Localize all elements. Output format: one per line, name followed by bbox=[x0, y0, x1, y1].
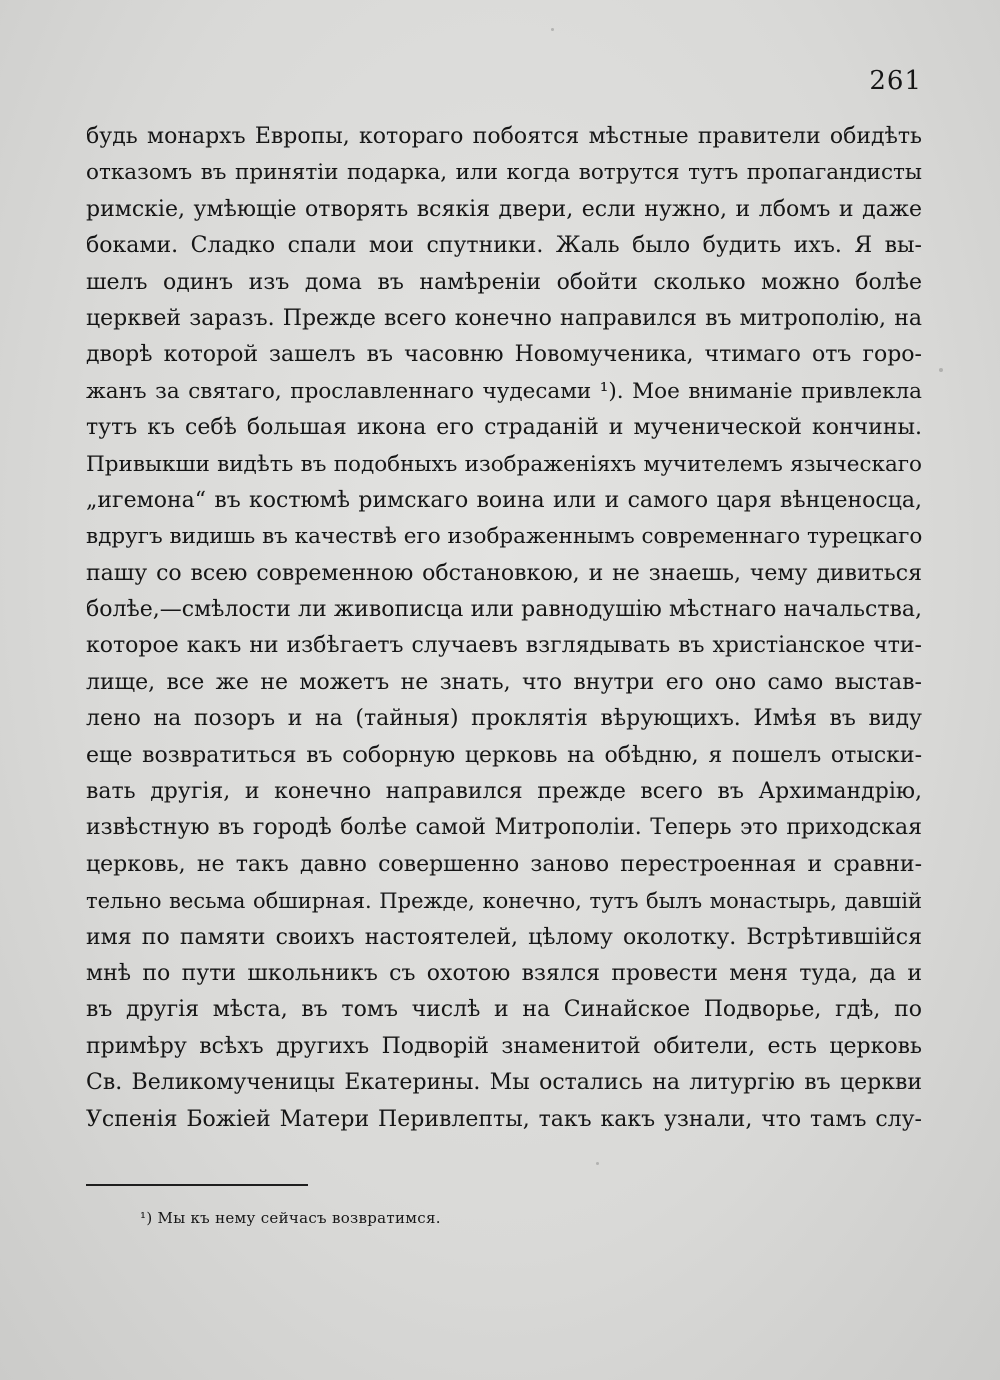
text-line: Успенія Божіей Матери Перивлепты, такъ какъ узнали, что тамъ слу- bbox=[86, 1106, 922, 1132]
ink-speck bbox=[939, 368, 943, 372]
page-number: 261 bbox=[869, 66, 922, 96]
text-line: церквей заразъ. Прежде всего конечно направился въ митрополію, на bbox=[86, 305, 922, 331]
footnote-divider bbox=[86, 1184, 308, 1186]
text-line: Привыкши видѣть въ подобныхъ изображеніяхъ мучителемъ языческаго bbox=[86, 451, 922, 477]
text-line: которое какъ ни избѣгаетъ случаевъ взглядывать въ христіанское чти- bbox=[86, 633, 922, 659]
text-line: церковь, не такъ давно совершенно заново перестроенная и сравни- bbox=[86, 851, 922, 877]
text-line: тельно весьма обширная. Прежде, конечно, тутъ былъ монастырь, давшій bbox=[86, 889, 922, 914]
text-line: мнѣ по пути школьникъ съ охотою взялся провести меня туда, да и bbox=[86, 960, 922, 986]
text-line: Св. Великомученицы Екатерины. Мы остались на литургію въ церкви bbox=[86, 1070, 922, 1096]
text-line: вать другія, и конечно направился прежде всего въ Архимандрію, bbox=[86, 779, 922, 805]
text-line: лено на позоръ и на (тайныя) проклятія вѣрующихъ. Имѣя въ виду bbox=[86, 706, 922, 732]
text-line: въ другія мѣста, въ томъ числѣ и на Синайское Подворье, гдѣ, по bbox=[86, 997, 922, 1023]
text-line: римскіе, умѣющіе отворять всякія двери, если нужно, и лбомъ и даже bbox=[86, 196, 922, 222]
text-line: извѣстную въ городѣ болѣе самой Митрополіи. Теперь это приходская bbox=[86, 815, 922, 841]
text-line: пашу со всею современною обстановкою, и не знаешь, чему дивиться bbox=[86, 560, 922, 586]
text-line: шелъ одинъ изъ дома въ намѣреніи обойти сколько можно болѣе bbox=[86, 269, 922, 295]
text-line: дворѣ которой зашелъ въ часовню Новомученика, чтимаго отъ горо- bbox=[86, 342, 922, 368]
text-line: боками. Сладко спали мои спутники. Жаль было будить ихъ. Я вы- bbox=[86, 233, 922, 259]
ink-speck bbox=[551, 28, 554, 31]
footnote: ¹) Мы къ нему сейчасъ возвратимся. bbox=[140, 1209, 441, 1227]
body-text bbox=[86, 119, 922, 1138]
text-line: имя по памяти своихъ настоятелей, цѣлому околотку. Встрѣтившійся bbox=[86, 924, 922, 950]
text-line: тутъ къ себѣ большая икона его страданій и мученической кончины. bbox=[86, 415, 922, 441]
text-line: примѣру всѣхъ другихъ Подворій знаменитой обители, есть церковь bbox=[86, 1033, 922, 1059]
text-line: еще возвратиться въ соборную церковь на обѣдню, я пошелъ отыски- bbox=[86, 742, 922, 768]
text-line: „игемона“ въ костюмѣ римскаго воина или и самого царя вѣнценосца, bbox=[86, 487, 922, 513]
text-line: болѣе,—смѣлости ли живописца или равнодушію мѣстнаго начальства, bbox=[86, 597, 922, 623]
text-line: лище, все же не можетъ не знать, что внутри его оно само выстав- bbox=[86, 669, 922, 695]
text-line: будь монархъ Европы, котораго побоятся мѣстные правители обидѣть bbox=[86, 124, 922, 149]
ink-speck bbox=[596, 1162, 599, 1165]
text-line: жанъ за святаго, прославленнаго чудесами ¹). Мое вниманіе привлекла bbox=[86, 378, 922, 404]
text-line: отказомъ въ принятіи подарка, или когда вотрутся тутъ пропагандисты bbox=[86, 160, 922, 186]
text-line: вдругъ видишь въ качествѣ его изображеннымъ современнаго турецкаго bbox=[86, 524, 922, 550]
